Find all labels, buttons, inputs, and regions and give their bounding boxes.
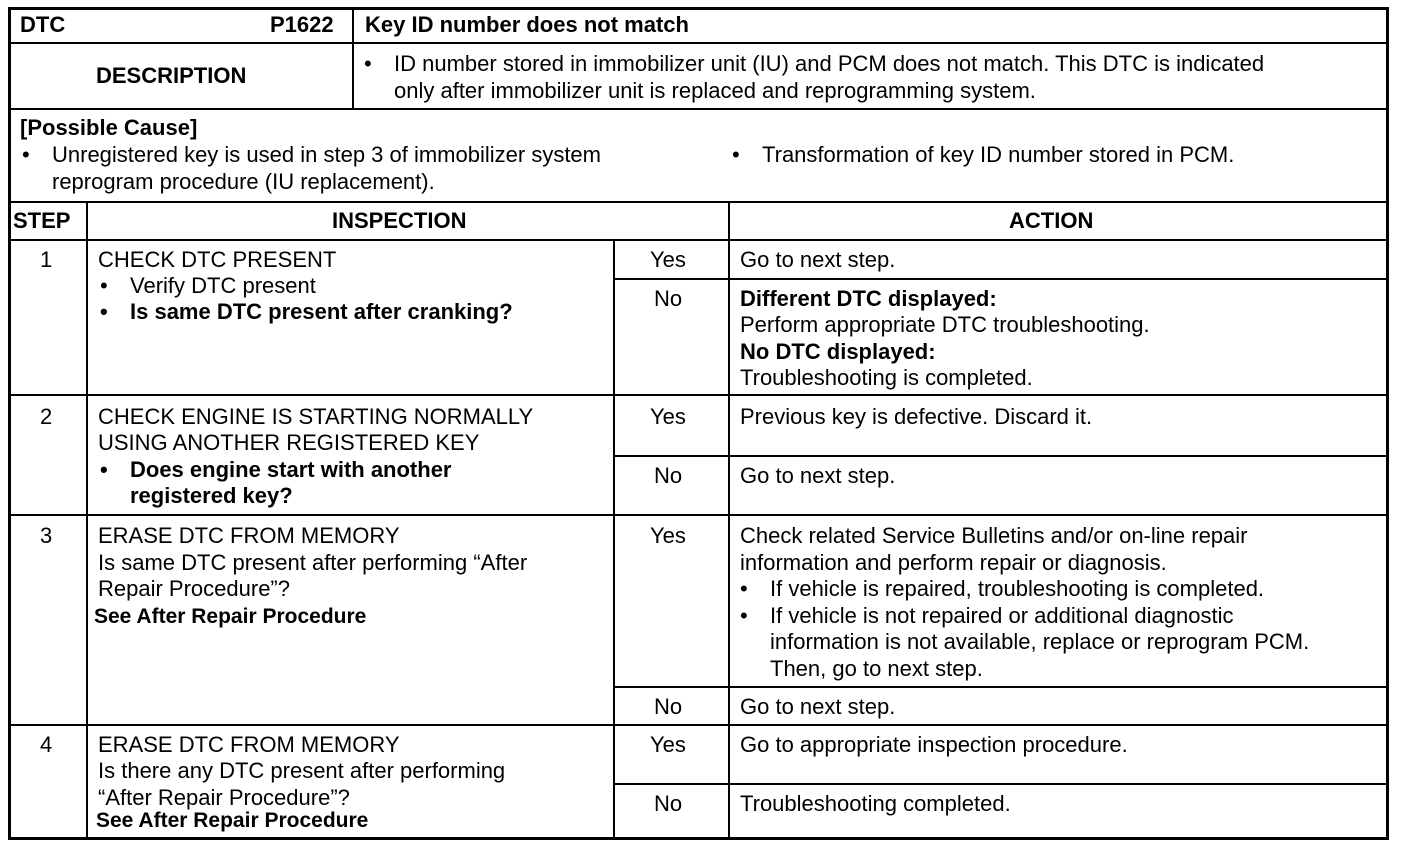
yes-label: Yes bbox=[650, 404, 686, 429]
possible-cause-item: • Transformation of key ID number stored in PCM. bbox=[762, 142, 1234, 168]
divider bbox=[728, 201, 730, 840]
divider bbox=[613, 455, 1389, 457]
no-action: No DTC displayed: bbox=[740, 339, 936, 364]
divider bbox=[8, 42, 1389, 44]
inspection-question: registered key? bbox=[130, 483, 293, 508]
no-label: No bbox=[654, 463, 683, 488]
yes-action: information is not available, replace or reprogram PCM. bbox=[770, 629, 1310, 654]
divider bbox=[613, 783, 1389, 785]
yes-action: information and perform repair or diagnosis. bbox=[740, 550, 1167, 575]
no-label: No bbox=[654, 286, 683, 311]
description-text: • ID number stored in immobilizer unit (IU) and PCM does not match. This DTC is indicated bbox=[394, 51, 1264, 77]
no-label: No bbox=[654, 791, 683, 816]
no-label: No bbox=[654, 694, 683, 719]
inspection-heading: ERASE DTC FROM MEMORY bbox=[98, 523, 400, 548]
inspection-item: • Verify DTC present bbox=[130, 273, 316, 299]
possible-cause-item: reprogram procedure (IU replacement). bbox=[52, 169, 435, 194]
inspection-item: Is same DTC present after performing “After bbox=[98, 550, 528, 575]
divider bbox=[8, 108, 1389, 110]
yes-label: Yes bbox=[650, 523, 686, 548]
no-action: Perform appropriate DTC troubleshooting. bbox=[740, 312, 1150, 337]
no-action: Different DTC displayed: bbox=[740, 286, 997, 311]
divider bbox=[8, 394, 1389, 396]
divider bbox=[613, 239, 615, 840]
divider bbox=[8, 201, 1389, 203]
yes-action: Check related Service Bulletins and/or on-line repair bbox=[740, 523, 1248, 548]
yes-label: Yes bbox=[650, 247, 686, 272]
yes-action: Go to next step. bbox=[740, 247, 896, 272]
border-left bbox=[8, 7, 11, 840]
inspection-question: • Does engine start with another bbox=[130, 457, 452, 483]
possible-cause-item: • Unregistered key is used in step 3 of immobilizer system bbox=[52, 142, 601, 168]
column-header-inspection: INSPECTION bbox=[332, 208, 467, 233]
description-text: only after immobilizer unit is replaced and reprogramming system. bbox=[394, 78, 1036, 103]
no-action: Troubleshooting completed. bbox=[740, 791, 1011, 816]
inspection-heading: CHECK ENGINE IS STARTING NORMALLY bbox=[98, 404, 534, 429]
see-reference: See After Repair Procedure bbox=[96, 809, 369, 832]
no-action: Go to next step. bbox=[740, 463, 896, 488]
inspection-item: Is there any DTC present after performing bbox=[98, 758, 506, 783]
divider bbox=[613, 686, 1389, 688]
step-number: 3 bbox=[40, 523, 53, 548]
no-action: Go to next step. bbox=[740, 694, 896, 719]
yes-label: Yes bbox=[650, 732, 686, 757]
yes-action: • If vehicle is not repaired or additional diagnostic bbox=[770, 603, 1234, 629]
description-label: DESCRIPTION bbox=[96, 63, 247, 88]
yes-action: Then, go to next step. bbox=[770, 656, 983, 681]
step-number: 4 bbox=[40, 732, 53, 757]
border-top bbox=[8, 7, 1389, 10]
divider bbox=[613, 278, 1389, 280]
inspection-question: • Is same DTC present after cranking? bbox=[130, 299, 513, 325]
dtc-label: DTC bbox=[20, 12, 66, 37]
yes-action: Go to appropriate inspection procedure. bbox=[740, 732, 1128, 757]
see-reference: See After Repair Procedure bbox=[94, 605, 367, 628]
inspection-heading: CHECK DTC PRESENT bbox=[98, 247, 337, 272]
divider bbox=[8, 724, 1389, 726]
column-header-step: STEP bbox=[13, 208, 71, 233]
possible-cause-title: [Possible Cause] bbox=[20, 115, 198, 140]
inspection-item: “After Repair Procedure”? bbox=[98, 785, 350, 810]
step-number: 1 bbox=[40, 247, 53, 272]
inspection-heading: USING ANOTHER REGISTERED KEY bbox=[98, 430, 480, 455]
border-bottom bbox=[8, 837, 1389, 840]
divider bbox=[8, 239, 1389, 241]
yes-action: • If vehicle is repaired, troubleshooting is completed. bbox=[770, 576, 1264, 602]
dtc-title: Key ID number does not match bbox=[365, 12, 689, 37]
inspection-item: Repair Procedure”? bbox=[98, 576, 290, 601]
column-header-action: ACTION bbox=[1009, 208, 1094, 233]
divider bbox=[86, 201, 88, 840]
yes-action: Previous key is defective. Discard it. bbox=[740, 404, 1093, 429]
dtc-code: P1622 bbox=[270, 12, 334, 37]
divider bbox=[352, 7, 354, 110]
no-action: Troubleshooting is completed. bbox=[740, 365, 1033, 390]
step-number: 2 bbox=[40, 404, 53, 429]
border-right bbox=[1386, 7, 1389, 840]
divider bbox=[8, 514, 1389, 516]
inspection-heading: ERASE DTC FROM MEMORY bbox=[98, 732, 400, 757]
